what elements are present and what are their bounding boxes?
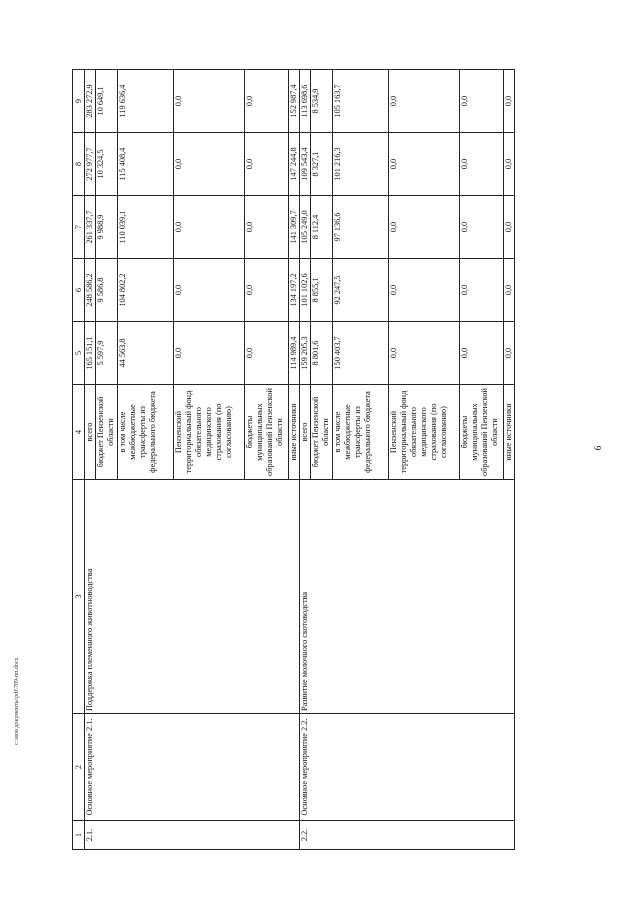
amount-cell-year-3: 141 309,7 xyxy=(289,196,300,259)
amount-cell-year-5: 113 698,6 xyxy=(300,70,311,133)
amount-cell-year-4: 8 327,1 xyxy=(311,133,333,196)
amount-cell-year-5: 8 534,9 xyxy=(311,70,333,133)
amount-cell-year-2: 92 247,5 xyxy=(333,259,389,322)
amount-cell-year-1: 0,0 xyxy=(245,322,289,385)
amount-cell-year-1: 0,0 xyxy=(504,322,515,385)
funding-source-cell: всего xyxy=(85,385,96,480)
funding-source-cell: в том числе межбюджетные трансферты из федерального бюджета xyxy=(118,385,174,480)
amount-cell-year-4: 10 324,5 xyxy=(96,133,118,196)
measure-cell: Основное мероприятие 2.2. xyxy=(300,714,515,821)
amount-cell-year-3: 0,0 xyxy=(389,196,460,259)
amount-cell-year-2: 248 586,2 xyxy=(85,259,96,322)
amount-cell-year-1: 0,0 xyxy=(389,322,460,385)
amount-cell-year-4: 115 408,4 xyxy=(118,133,174,196)
amount-cell-year-2: 0,0 xyxy=(174,259,245,322)
amount-cell-year-1: 8 801,6 xyxy=(311,322,333,385)
amount-cell-year-2: 104 802,2 xyxy=(118,259,174,322)
measure-name-cell: Развитие молочного скотоводства xyxy=(300,480,515,714)
funding-source-cell: бюджет Пензенской области xyxy=(96,385,118,480)
amount-cell-year-2: 0,0 xyxy=(389,259,460,322)
funding-source-cell: бюджеты муниципальных образований Пензенской области xyxy=(245,385,289,480)
amount-cell-year-4: 0,0 xyxy=(460,133,504,196)
table-row xyxy=(85,70,96,850)
amount-cell-year-1: 150 403,7 xyxy=(333,322,389,385)
funding-source-cell: бюджеты муниципальных образований Пензенской области xyxy=(460,385,504,480)
funding-source-cell: бюджет Пензенской области xyxy=(311,385,333,480)
amount-cell-year-5: 105 163,7 xyxy=(333,70,389,133)
amount-cell-year-5: 0,0 xyxy=(389,70,460,133)
amount-cell-year-5: 0,0 xyxy=(504,70,515,133)
amount-cell-year-5: 0,0 xyxy=(460,70,504,133)
amount-cell-year-4: 0,0 xyxy=(389,133,460,196)
amount-cell-year-4: 147 244,8 xyxy=(289,133,300,196)
amount-cell-year-4: 0,0 xyxy=(245,133,289,196)
header-col-3: 3 xyxy=(73,480,85,714)
amount-cell-year-3: 0,0 xyxy=(174,196,245,259)
amount-cell-year-4: 272 977,7 xyxy=(85,133,96,196)
amount-cell-year-1: 114 989,4 xyxy=(289,322,300,385)
amount-cell-year-3: 0,0 xyxy=(504,196,515,259)
measure-name-cell: Поддержка племенного животноводства xyxy=(85,480,300,714)
amount-cell-year-5: 10 649,1 xyxy=(96,70,118,133)
amount-cell-year-3: 9 988,9 xyxy=(96,196,118,259)
amount-cell-year-5: 0,0 xyxy=(174,70,245,133)
amount-cell-year-2: 0,0 xyxy=(460,259,504,322)
amount-cell-year-5: 283 272,9 xyxy=(85,70,96,133)
amount-cell-year-4: 109 543,4 xyxy=(300,133,311,196)
amount-cell-year-3: 97 136,6 xyxy=(333,196,389,259)
amount-cell-year-3: 0,0 xyxy=(245,196,289,259)
amount-cell-year-2: 0,0 xyxy=(245,259,289,322)
amount-cell-year-4: 101 216,3 xyxy=(333,133,389,196)
amount-cell-year-2: 8 855,1 xyxy=(311,259,333,322)
row-number-cell: 2.1. xyxy=(85,821,300,850)
header-col-5: 5 xyxy=(73,322,85,385)
page-number: 6 xyxy=(593,445,603,451)
header-row xyxy=(73,70,85,850)
header-col-2: 2 xyxy=(73,714,85,821)
funding-source-cell: иные источники xyxy=(504,385,515,480)
amount-cell-year-1: 0,0 xyxy=(174,322,245,385)
amount-cell-year-2: 9 586,8 xyxy=(96,259,118,322)
funding-source-cell: всего xyxy=(300,385,311,480)
amount-cell-year-3: 105 249,0 xyxy=(300,196,311,259)
funding-source-cell: Пензенский территориальный фонд обязательного медицинского страхования (по согласованию) xyxy=(389,385,460,480)
amount-cell-year-1: 44 563,8 xyxy=(118,322,174,385)
amount-cell-year-3: 0,0 xyxy=(460,196,504,259)
amount-cell-year-3: 8 112,4 xyxy=(311,196,333,259)
funding-source-cell: в том числе межбюджетные трансферты из федерального бюджета xyxy=(333,385,389,480)
header-col-8: 8 xyxy=(73,133,85,196)
amount-cell-year-1: 159 205,3 xyxy=(300,322,311,385)
amount-cell-year-1: 165 151,1 xyxy=(85,322,96,385)
amount-cell-year-5: 0,0 xyxy=(245,70,289,133)
header-col-7: 7 xyxy=(73,196,85,259)
header-col-4: 4 xyxy=(73,385,85,480)
measure-cell: Основное мероприятие 2.1. xyxy=(85,714,300,821)
amount-cell-year-4: 0,0 xyxy=(174,133,245,196)
amount-cell-year-4: 0,0 xyxy=(504,133,515,196)
amount-cell-year-3: 261 337,7 xyxy=(85,196,96,259)
header-col-9: 9 xyxy=(73,70,85,133)
budget-table xyxy=(72,69,515,850)
funding-source-cell: иные источники xyxy=(289,385,300,480)
amount-cell-year-5: 152 987,4 xyxy=(289,70,300,133)
amount-cell-year-1: 0,0 xyxy=(460,322,504,385)
header-col-1: 1 xyxy=(73,821,85,850)
amount-cell-year-3: 110 039,1 xyxy=(118,196,174,259)
amount-cell-year-5: 119 636,4 xyxy=(118,70,174,133)
funding-source-cell: Пензенский территориальный фонд обязательного медицинского страхования (по согласованию) xyxy=(174,385,245,480)
amount-cell-year-2: 101 102,6 xyxy=(300,259,311,322)
footer-file-path: c:\мои документы\pdf\709-пп.docx xyxy=(14,657,20,745)
amount-cell-year-2: 134 197,2 xyxy=(289,259,300,322)
amount-cell-year-1: 5 597,9 xyxy=(96,322,118,385)
amount-cell-year-2: 0,0 xyxy=(504,259,515,322)
table-row xyxy=(300,70,311,850)
row-number-cell: 2.2. xyxy=(300,821,515,850)
header-col-6: 6 xyxy=(73,259,85,322)
